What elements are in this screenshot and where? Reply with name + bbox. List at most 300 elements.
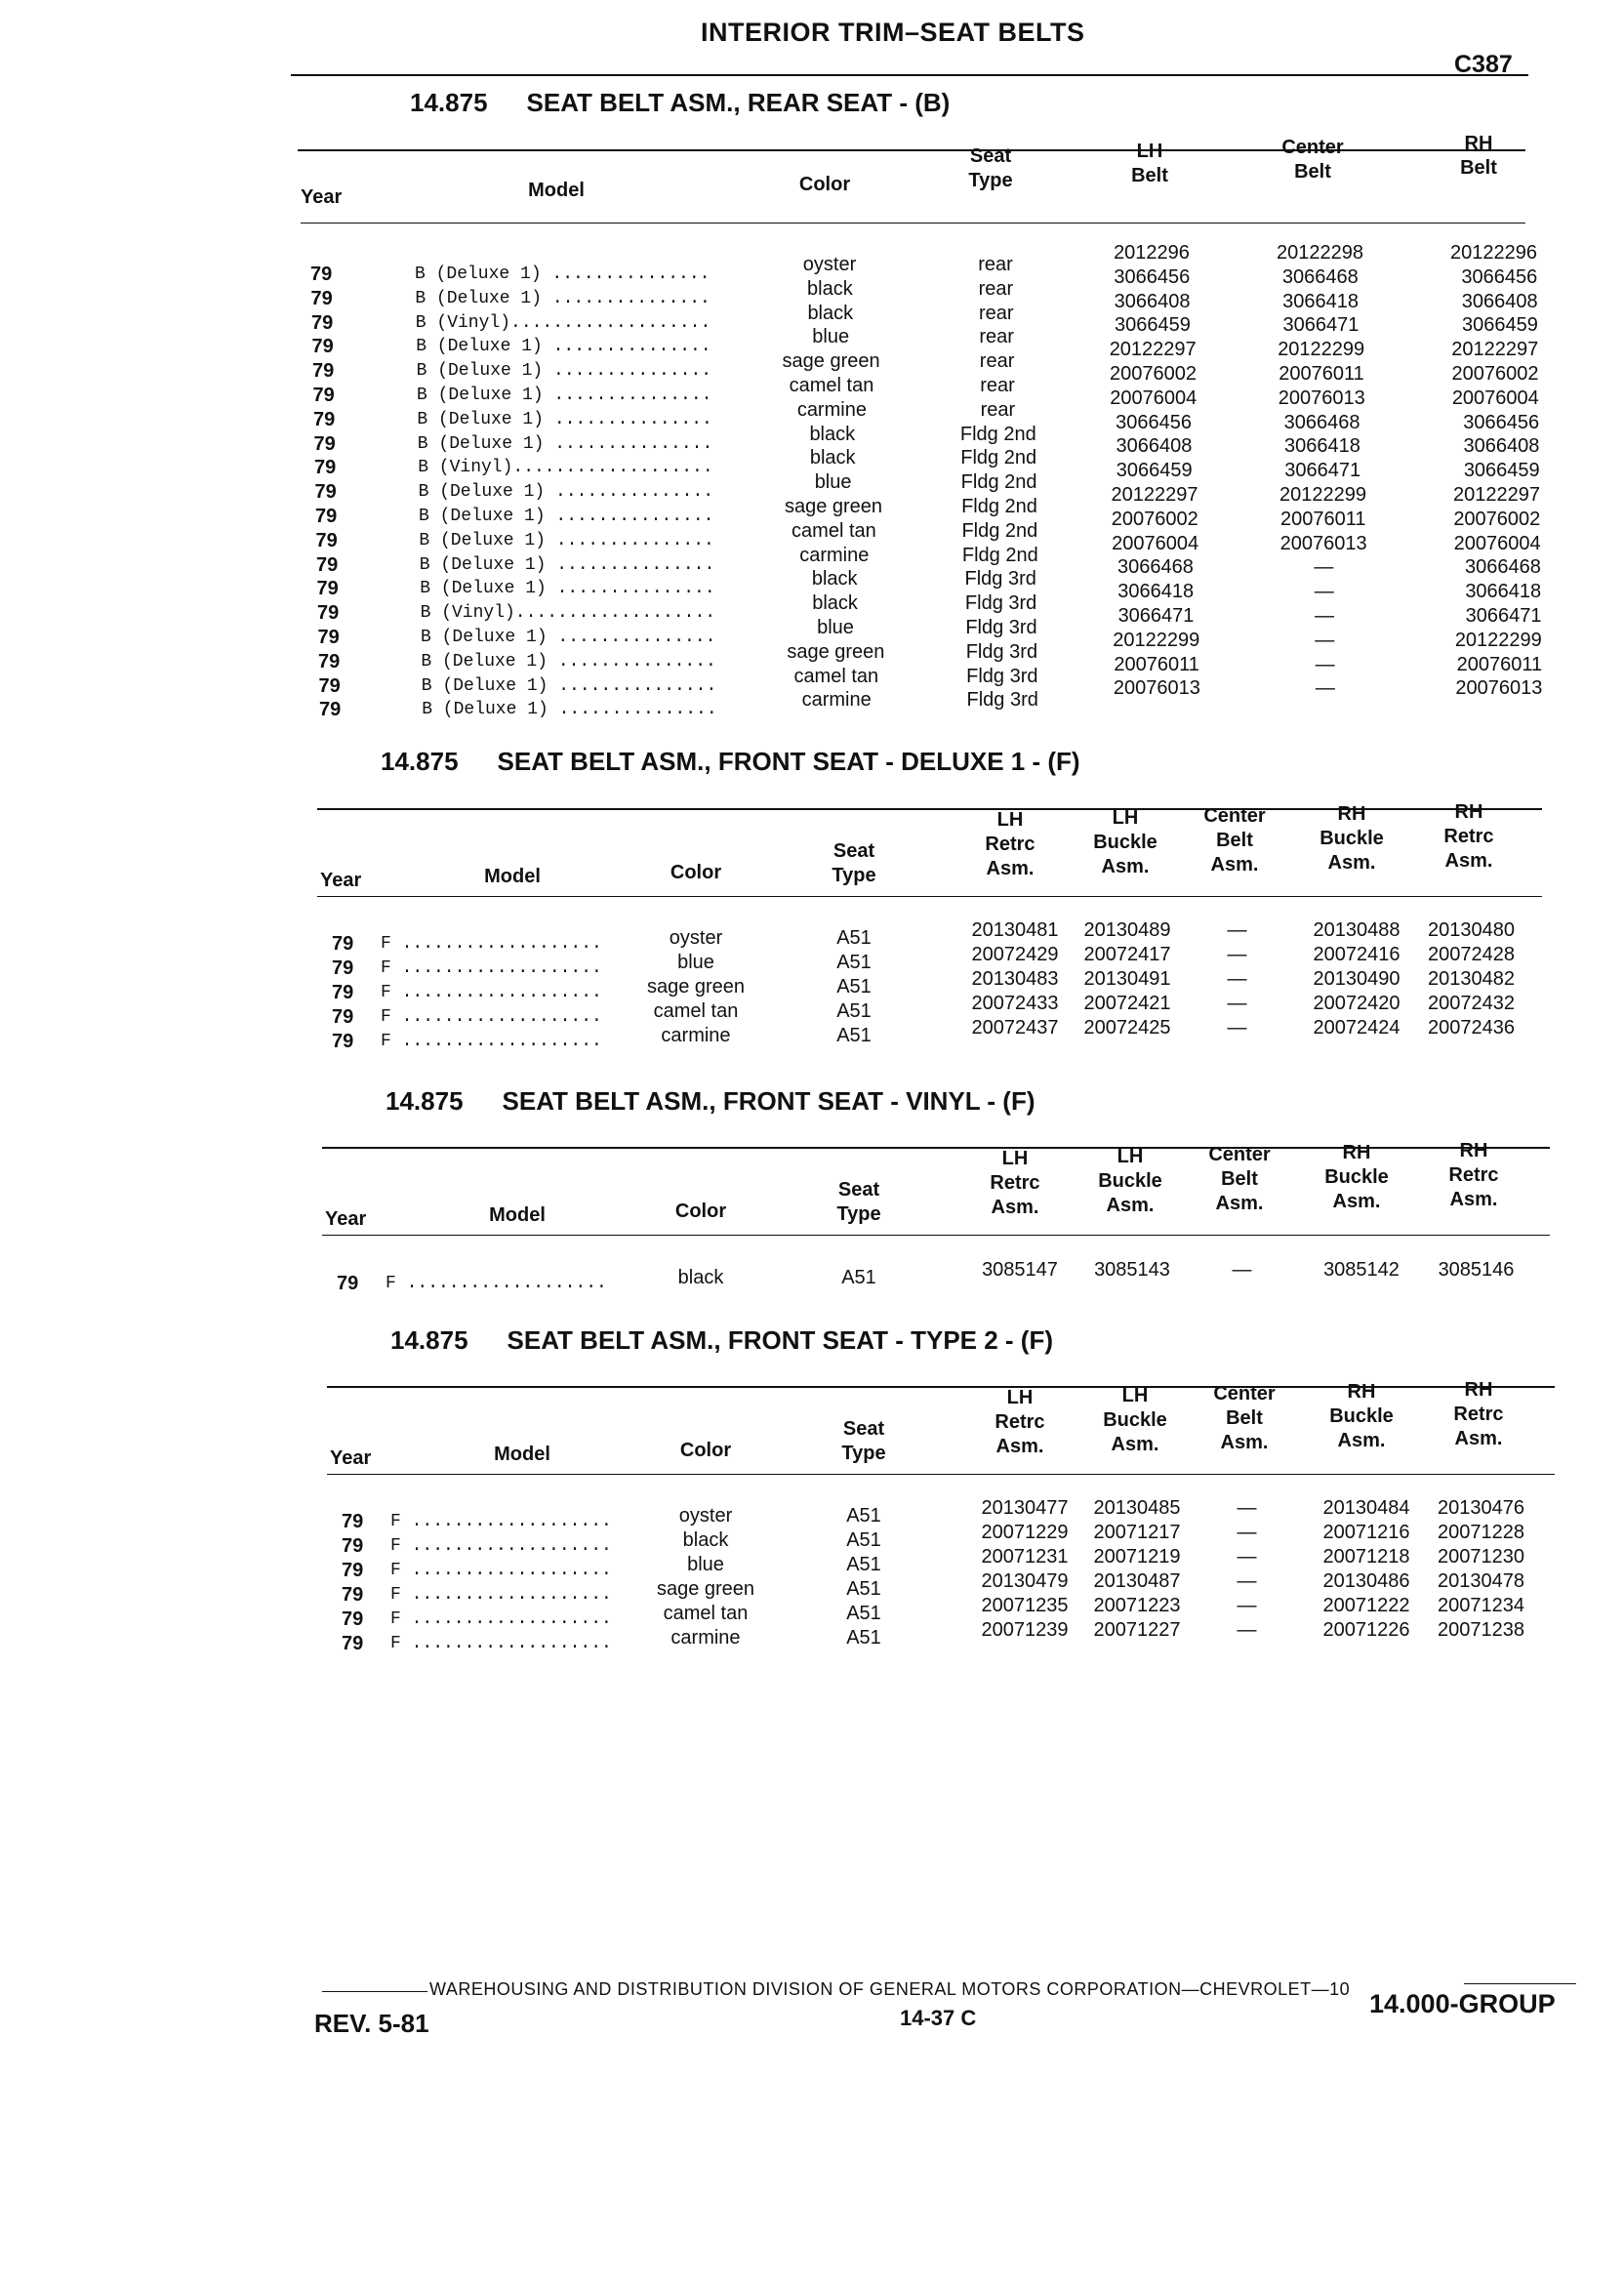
lh-retrc-cell: 20072433 (971, 993, 1059, 1014)
model-cell: B (Vinyl)................... (418, 458, 713, 478)
rh-retrc-cell: 20072432 (1428, 993, 1515, 1014)
model-cell: B (Deluxe 1) ............... (417, 409, 712, 429)
model-cell: F ................... (390, 1585, 612, 1605)
year-cell: 79 (311, 336, 334, 358)
color-cell: camel tan (653, 1000, 739, 1022)
center-belt-cell: 3066471 (1284, 460, 1361, 482)
page-code: C387 (1454, 51, 1513, 78)
header-center-belt: Center Belt Asm. (1203, 805, 1266, 875)
year-cell: 79 (342, 1535, 364, 1557)
center-belt-cell: 3066468 (1283, 411, 1360, 433)
header-center-belt: Center Belt Asm. (1208, 1144, 1271, 1214)
seat-type-cell: Fldg 3rd (965, 617, 1037, 638)
year-cell: 79 (332, 982, 354, 1003)
seat-type-cell: A51 (836, 927, 872, 949)
lh-retrc-cell: 20130477 (981, 1497, 1069, 1519)
rh-buckle-cell: 20072416 (1313, 944, 1401, 965)
section4-title: SEAT BELT ASM., FRONT SEAT - TYPE 2 - (F) (507, 1325, 1054, 1355)
lh-buckle-cell: 20130485 (1093, 1497, 1181, 1519)
rh-retrc-cell: 20071234 (1438, 1595, 1524, 1616)
seat-type-cell: rear (979, 302, 1014, 324)
center-belt-cell: — (1237, 1619, 1257, 1641)
rh-buckle-cell: 20071216 (1322, 1522, 1410, 1543)
model-cell: B (Deluxe 1) ............... (418, 482, 714, 503)
lh-belt-cell: 2012296 (1114, 242, 1190, 264)
lh-buckle-cell: 20071217 (1093, 1522, 1181, 1543)
section1-rule-header (301, 223, 1525, 224)
seat-type-cell: Fldg 3rd (964, 568, 1036, 590)
lh-belt-cell: 20076002 (1111, 508, 1198, 530)
rh-retrc-cell: 20130482 (1428, 968, 1515, 990)
center-belt-cell: — (1227, 1017, 1247, 1038)
model-cell: F ................... (381, 983, 602, 1002)
center-belt-cell: — (1237, 1522, 1257, 1543)
color-cell: blue (687, 1554, 724, 1575)
rh-belt-cell: 20122299 (1454, 629, 1542, 651)
year-cell: 79 (342, 1560, 364, 1581)
year-cell: 79 (314, 481, 337, 504)
rh-belt-cell: 3066418 (1465, 581, 1542, 603)
seat-type-cell: Fldg 2nd (961, 519, 1038, 542)
year-cell: 79 (315, 506, 338, 527)
seat-type-cell: Fldg 2nd (961, 496, 1037, 517)
color-cell: blue (817, 617, 854, 638)
lh-belt-cell: 20122297 (1111, 484, 1198, 506)
lh-belt-cell: 3066468 (1116, 556, 1194, 579)
model-cell: B (Deluxe 1) ............... (419, 507, 714, 526)
lh-belt-cell: 20076004 (1112, 532, 1199, 554)
rh-buckle-cell: 20130488 (1313, 919, 1401, 941)
rh-belt-cell: 20122296 (1450, 242, 1537, 264)
rh-belt-cell: 3066459 (1463, 460, 1540, 482)
rh-buckle-cell: 20072424 (1313, 1017, 1401, 1038)
color-cell: carmine (799, 544, 870, 566)
seat-type-cell: rear (979, 350, 1015, 373)
center-belt-cell: 20076011 (1279, 363, 1364, 385)
rh-buckle-cell: 20130490 (1313, 968, 1401, 990)
seat-type-cell: Fldg 2nd (960, 471, 1037, 494)
model-cell: B (Deluxe 1) ............... (419, 530, 714, 550)
section1-title: SEAT BELT ASM., REAR SEAT - (B) (526, 88, 951, 117)
year-cell: 79 (337, 1273, 359, 1294)
section2-title-block (381, 747, 1080, 777)
color-cell: carmine (670, 1627, 741, 1649)
seat-type-cell: A51 (846, 1554, 881, 1575)
model-cell: F ................... (381, 934, 602, 954)
lh-buckle-cell: 20130489 (1083, 919, 1171, 941)
footer-revision: REV. 5-81 (314, 2009, 429, 2038)
model-cell: B (Vinyl)................... (420, 603, 716, 624)
model-cell: B (Deluxe 1) ............... (415, 265, 710, 284)
section4-table (0, 1497, 1624, 1656)
color-cell: sage green (656, 1578, 755, 1600)
center-belt-cell: — (1237, 1497, 1257, 1519)
lh-belt-cell: 3066459 (1114, 314, 1191, 337)
table-row (0, 1259, 1624, 1294)
header-center-belt: Center Belt Asm. (1213, 1383, 1276, 1453)
year-cell: 79 (315, 529, 338, 551)
center-belt-cell: — (1237, 1595, 1257, 1616)
year-cell: 79 (316, 578, 339, 600)
rh-retrc-cell: 3085146 (1438, 1259, 1515, 1281)
seat-type-cell: Fldg 2nd (959, 423, 1036, 445)
section3-title: SEAT BELT ASM., FRONT SEAT - VINYL - (F) (502, 1086, 1035, 1116)
seat-type-cell: A51 (836, 952, 872, 973)
lh-retrc-cell: 20130483 (971, 968, 1059, 990)
rh-belt-cell: 20122297 (1453, 484, 1540, 506)
lh-belt-cell: 20076002 (1110, 363, 1197, 385)
lh-buckle-cell: 20072417 (1083, 944, 1171, 965)
header-rh-retrc: RH Retrc Asm. (1443, 801, 1494, 872)
section1-title-block (410, 88, 950, 118)
year-cell: 79 (342, 1511, 364, 1532)
header-color: Color (679, 1440, 732, 1461)
center-belt-cell: — (1315, 629, 1335, 651)
rh-belt-cell: 3066471 (1465, 605, 1542, 627)
lh-buckle-cell: 20071219 (1093, 1546, 1181, 1568)
rh-belt-cell: 20076004 (1453, 532, 1541, 554)
rh-belt-cell: 3066408 (1463, 435, 1540, 458)
color-cell: black (809, 447, 856, 469)
color-cell: black (811, 568, 858, 590)
color-cell: black (807, 277, 853, 300)
section2-header (0, 798, 1624, 896)
seat-type-cell: A51 (836, 976, 872, 998)
seat-type-cell: A51 (836, 1025, 872, 1046)
lh-retrc-cell: 20130479 (981, 1570, 1069, 1592)
rh-belt-cell: 20076013 (1455, 677, 1543, 700)
lh-buckle-cell: 20071223 (1093, 1595, 1181, 1616)
section2-title: SEAT BELT ASM., FRONT SEAT - DELUXE 1 - (F) (497, 747, 1080, 776)
center-belt-cell: — (1315, 653, 1335, 675)
center-belt-cell: 20076013 (1278, 387, 1365, 409)
model-cell: B (Deluxe 1) ............... (417, 433, 713, 454)
section4-header (0, 1376, 1624, 1474)
s1-header-year: Year (301, 186, 343, 208)
lh-belt-cell: 3066471 (1117, 605, 1195, 627)
model-cell: F ................... (390, 1634, 612, 1653)
year-cell: 79 (332, 957, 354, 979)
rh-retrc-cell: 20072428 (1428, 944, 1515, 965)
lh-belt-cell: 3066408 (1116, 435, 1193, 458)
lh-retrc-cell: 20130481 (971, 919, 1059, 941)
seat-type-cell: rear (978, 254, 1013, 275)
color-cell: black (807, 302, 854, 324)
header-lh-retrc: LH Retrc Asm. (995, 1387, 1045, 1457)
header-lh-buckle: LH Buckle Asm. (1093, 807, 1157, 877)
header-seat-type: Seat Type (832, 840, 876, 886)
lh-retrc-cell: 20071231 (981, 1546, 1069, 1568)
section4-rule-header (327, 1474, 1555, 1475)
year-cell: 79 (310, 264, 333, 285)
rh-buckle-cell: 3085142 (1323, 1259, 1400, 1281)
lh-belt-cell: 20076004 (1110, 387, 1198, 409)
center-belt-cell: 20076013 (1279, 532, 1367, 554)
rh-retrc-cell: 20072436 (1428, 1017, 1515, 1038)
model-cell: F ................... (386, 1274, 607, 1293)
center-belt-cell: 20122299 (1279, 484, 1366, 506)
rh-retrc-cell: 20130476 (1438, 1497, 1524, 1519)
seat-type-cell: Fldg 3rd (965, 640, 1038, 663)
lh-belt-cell: 3066456 (1114, 265, 1191, 288)
model-cell: F ................... (390, 1512, 612, 1531)
center-belt-cell: — (1227, 968, 1247, 990)
rh-buckle-cell: 20071222 (1322, 1595, 1410, 1616)
header-year: Year (320, 870, 362, 891)
model-cell: F ................... (381, 1007, 602, 1027)
header-lh-buckle: LH Buckle Asm. (1103, 1385, 1167, 1455)
year-cell: 79 (313, 432, 336, 455)
color-cell: sage green (782, 350, 880, 373)
seat-type-cell: A51 (836, 1000, 872, 1022)
header-seat-type: Seat Type (841, 1418, 886, 1464)
seat-type-cell: Fldg 3rd (966, 665, 1038, 687)
year-cell: 79 (319, 699, 342, 721)
year-cell: 79 (317, 602, 340, 625)
lh-belt-cell: 3066408 (1114, 290, 1191, 312)
rh-buckle-cell: 20130484 (1322, 1497, 1410, 1519)
center-belt-cell: — (1227, 919, 1247, 941)
section3-title-block (386, 1086, 1035, 1117)
year-cell: 79 (313, 408, 336, 430)
rh-retrc-cell: 20130478 (1438, 1570, 1524, 1592)
year-cell: 79 (342, 1608, 364, 1630)
section2-table (0, 919, 1624, 1052)
model-cell: B (Deluxe 1) ............... (419, 554, 715, 575)
lh-belt-cell: 3066456 (1116, 411, 1193, 433)
header-rh-retrc: RH Retrc Asm. (1448, 1140, 1499, 1210)
year-cell: 79 (312, 360, 335, 383)
color-cell: black (677, 1267, 724, 1288)
seat-type-cell: A51 (846, 1603, 881, 1624)
model-cell: F ................... (381, 958, 602, 978)
section2-rule-header (317, 896, 1542, 897)
rh-retrc-cell: 20071230 (1438, 1546, 1524, 1568)
model-cell: B (Deluxe 1) ............... (416, 337, 711, 357)
model-cell: B (Deluxe 1) ............... (416, 361, 712, 382)
center-belt-cell: 3066468 (1281, 265, 1359, 288)
rh-belt-cell: 20122297 (1451, 339, 1539, 361)
year-cell: 79 (316, 553, 339, 576)
s1-header-model: Model (528, 180, 585, 201)
header-lh-buckle: LH Buckle Asm. (1098, 1146, 1162, 1216)
footer-page-number: 14-37 C (900, 2006, 977, 2030)
color-cell: black (682, 1529, 729, 1551)
year-cell: 79 (332, 933, 354, 955)
rh-belt-cell: 3066468 (1465, 556, 1541, 579)
section1-table (0, 242, 1624, 721)
lh-retrc-cell: 20071239 (981, 1619, 1069, 1641)
color-cell: blue (814, 471, 852, 494)
lh-retrc-cell: 20072437 (971, 1017, 1059, 1038)
seat-type-cell: A51 (846, 1627, 881, 1649)
header-rule (291, 74, 1528, 76)
model-cell: B (Vinyl)................... (415, 312, 711, 333)
header-year: Year (325, 1208, 367, 1230)
header-rh-retrc: RH Retrc Asm. (1453, 1379, 1504, 1449)
header-model: Model (484, 866, 541, 887)
rh-buckle-cell: 20130486 (1322, 1570, 1410, 1592)
color-cell: camel tan (792, 519, 876, 542)
color-cell: black (809, 423, 856, 445)
center-belt-cell: 3066418 (1282, 290, 1360, 312)
center-belt-cell: — (1237, 1546, 1257, 1568)
section3-rule-header (322, 1235, 1550, 1236)
seat-type-cell: Fldg 2nd (960, 447, 1037, 469)
center-belt-cell: — (1232, 1259, 1252, 1281)
year-cell: 79 (342, 1633, 364, 1654)
header-rh-buckle: RH Buckle Asm. (1329, 1381, 1394, 1451)
rh-belt-cell: 3066456 (1463, 411, 1540, 433)
year-cell: 79 (332, 1031, 354, 1052)
color-cell: oyster (802, 254, 857, 275)
rh-belt-cell: 3066459 (1462, 314, 1538, 337)
color-cell: oyster (678, 1505, 733, 1527)
rh-belt-cell: 3066408 (1461, 290, 1538, 312)
color-cell: camel tan (663, 1603, 749, 1624)
center-belt-cell: 20122299 (1278, 339, 1365, 361)
year-cell: 79 (317, 627, 340, 648)
footer-rule-left (322, 1991, 427, 1992)
lh-belt-cell: 20076011 (1114, 653, 1199, 675)
table-row (0, 677, 1624, 721)
rh-retrc-cell: 20130480 (1428, 919, 1515, 941)
seat-type-cell: A51 (846, 1578, 881, 1600)
center-belt-cell: 20076011 (1280, 508, 1366, 530)
header-rh-buckle: RH Buckle Asm. (1324, 1142, 1389, 1212)
s1-header-lh-belt: LH Belt (1131, 141, 1168, 186)
color-cell: carmine (796, 398, 867, 421)
year-cell: 79 (318, 674, 341, 697)
year-cell: 79 (342, 1584, 364, 1606)
rh-buckle-cell: 20071226 (1322, 1619, 1410, 1641)
section3-header (0, 1137, 1624, 1235)
year-cell: 79 (312, 385, 335, 406)
seat-type-cell: rear (980, 398, 1016, 421)
header-rh-buckle: RH Buckle Asm. (1320, 803, 1384, 874)
color-cell: blue (812, 326, 850, 348)
rh-retrc-cell: 20071238 (1438, 1619, 1524, 1641)
color-cell: black (812, 592, 858, 615)
lh-buckle-cell: 20130487 (1093, 1570, 1181, 1592)
s1-header-seat-type: Seat Type (968, 145, 1013, 191)
lh-buckle-cell: 20072421 (1083, 993, 1171, 1014)
seat-type-cell: A51 (846, 1529, 881, 1551)
center-belt-cell: 3066418 (1283, 435, 1360, 458)
table-row (0, 1017, 1624, 1052)
s1-header-color: Color (798, 174, 851, 195)
footer-rule-right (1464, 1983, 1576, 1984)
model-cell: F ................... (390, 1609, 612, 1629)
section1-number: 14.875 (410, 88, 488, 117)
rh-belt-cell: 20076011 (1456, 653, 1543, 675)
model-cell: B (Deluxe 1) ............... (417, 386, 712, 405)
center-belt-cell: — (1314, 556, 1334, 579)
model-cell: F ................... (381, 1032, 602, 1051)
lh-retrc-cell: 3085147 (982, 1259, 1058, 1281)
rh-belt-cell: 20076002 (1451, 363, 1539, 385)
center-belt-cell: — (1227, 944, 1247, 965)
seat-type-cell: rear (979, 326, 1014, 348)
model-cell: B (Deluxe 1) ............... (422, 700, 717, 720)
lh-belt-cell: 20122297 (1109, 339, 1197, 361)
seat-type-cell: rear (978, 277, 1014, 300)
lh-buckle-cell: 20130491 (1083, 968, 1171, 990)
center-belt-cell: — (1314, 581, 1334, 603)
lh-buckle-cell: 20072425 (1083, 1017, 1171, 1038)
section2-number: 14.875 (381, 747, 459, 776)
color-cell: oyster (669, 927, 723, 949)
color-cell: sage green (787, 640, 885, 663)
model-cell: B (Deluxe 1) ............... (421, 628, 716, 647)
s1-header-rh-belt: RH Belt (1460, 133, 1497, 179)
header-lh-retrc: LH Retrc Asm. (990, 1148, 1040, 1218)
seat-type-cell: Fldg 3rd (964, 592, 1037, 615)
table-row (0, 1619, 1624, 1654)
model-cell: F ................... (390, 1536, 612, 1556)
center-belt-cell: — (1315, 677, 1335, 700)
header-lh-retrc: LH Retrc Asm. (985, 809, 1035, 879)
s1-header-center-belt: Center Belt (1281, 137, 1344, 183)
header-year: Year (330, 1447, 372, 1469)
color-cell: carmine (801, 689, 872, 712)
page-header-title: INTERIOR TRIM–SEAT BELTS (701, 18, 1085, 47)
year-cell: 79 (318, 650, 341, 672)
section3-table (0, 1259, 1624, 1294)
color-cell: camel tan (789, 375, 874, 396)
model-cell: B (Deluxe 1) ............... (415, 288, 710, 308)
lh-belt-cell: 20076013 (1113, 677, 1200, 700)
model-cell: F ................... (390, 1561, 612, 1580)
color-cell: camel tan (793, 665, 879, 687)
seat-type-cell: rear (980, 375, 1015, 396)
lh-retrc-cell: 20071229 (981, 1522, 1069, 1543)
footer-division-line: WAREHOUSING AND DISTRIBUTION DIVISION OF GENERAL MOTORS CORPORATION—CHEVROLET—10 (429, 1979, 1351, 1999)
center-belt-cell: — (1237, 1570, 1257, 1592)
color-cell: carmine (661, 1025, 731, 1046)
center-belt-cell: — (1315, 605, 1334, 627)
rh-belt-cell: 20076002 (1453, 508, 1541, 530)
lh-retrc-cell: 20072429 (971, 944, 1059, 965)
year-cell: 79 (311, 311, 334, 334)
color-cell: sage green (646, 976, 746, 998)
header-model: Model (494, 1444, 550, 1465)
header-model: Model (489, 1204, 546, 1226)
year-cell: 79 (314, 457, 337, 479)
model-cell: B (Deluxe 1) ............... (421, 675, 717, 696)
section4-number: 14.875 (390, 1325, 468, 1355)
lh-retrc-cell: 20071235 (981, 1595, 1069, 1616)
center-belt-cell: 3066471 (1282, 314, 1360, 337)
header-seat-type: Seat Type (836, 1179, 881, 1225)
rh-belt-cell: 3066456 (1461, 265, 1538, 288)
color-cell: blue (677, 952, 714, 973)
header-color: Color (674, 1201, 727, 1222)
model-cell: B (Deluxe 1) ............... (421, 651, 716, 672)
seat-type-cell: Fldg 2nd (961, 544, 1038, 566)
seat-type-cell: Fldg 3rd (966, 689, 1038, 712)
lh-belt-cell: 3066418 (1117, 581, 1195, 603)
year-cell: 79 (332, 1006, 354, 1028)
color-cell: sage green (784, 496, 883, 517)
lh-belt-cell: 3066459 (1116, 460, 1193, 482)
footer-group: 14.000-GROUP (1369, 1989, 1556, 2018)
model-cell: B (Deluxe 1) ............... (420, 579, 715, 599)
year-cell: 79 (310, 287, 333, 309)
rh-belt-cell: 20076004 (1451, 387, 1539, 409)
rh-buckle-cell: 20071218 (1322, 1546, 1410, 1568)
lh-belt-cell: 20122299 (1113, 629, 1200, 651)
